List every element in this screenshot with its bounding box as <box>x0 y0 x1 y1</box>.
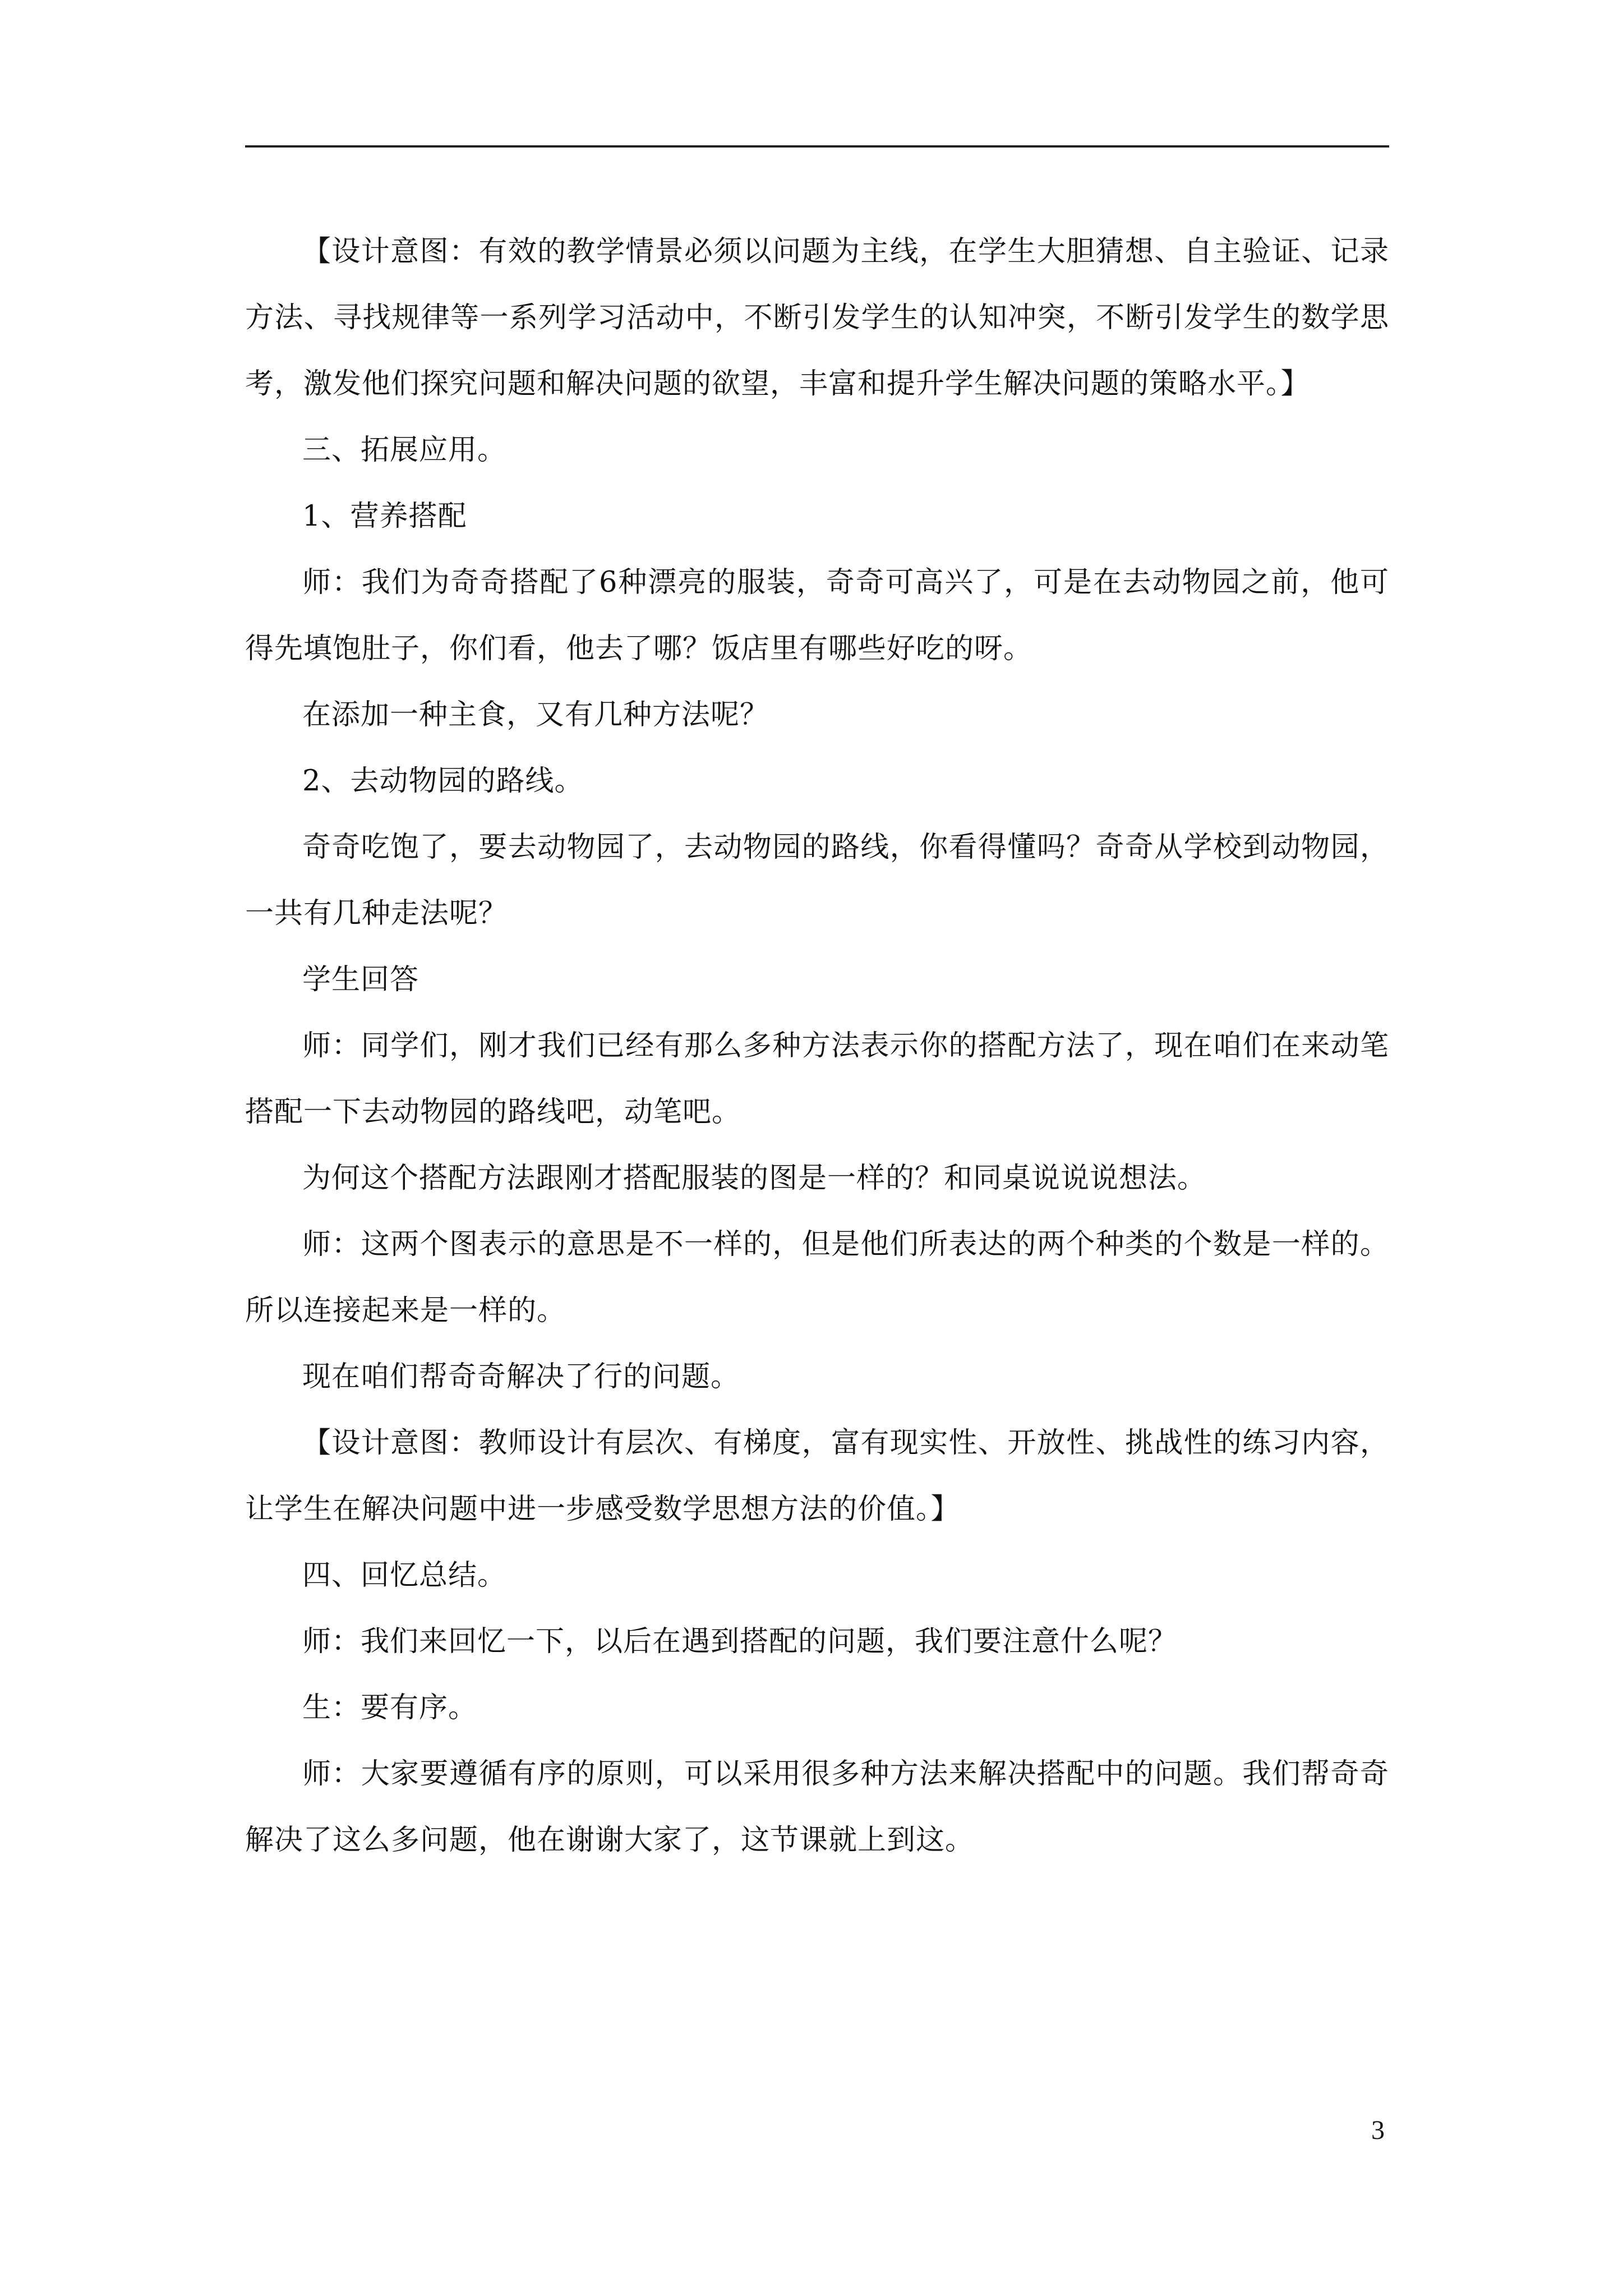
paragraph-student-order: 生：要有序。 <box>302 1691 478 1724</box>
header-rule <box>245 145 1389 148</box>
paragraph-teacher-review: 师：我们来回忆一下，以后在遇到搭配的问题，我们要注意什么呢？ <box>302 1625 1178 1658</box>
design-intent-paragraph-2: 【设计意图：教师设计有层次、有梯度，富有现实性、开放性、挑战性的练习内容，让学生在解决问题中进一步感受数学思想方法的价值。】 <box>245 1427 1389 1526</box>
paragraph-zoo-route: 奇奇吃饱了，要去动物园了，去动物园的路线，你看得懂吗？奇奇从学校到动物园，一共有几种走法呢？ <box>245 831 1389 930</box>
page-number: 3 <box>1371 2115 1385 2145</box>
section-heading-review: 四、回忆总结。 <box>302 1559 507 1592</box>
paragraph-teacher-route: 师：同学们，刚才我们已经有那么多种方法表示你的搭配方法了，现在咱们在来动笔搭配一下去动物园的路线吧，动笔吧。 <box>245 1029 1389 1129</box>
section-heading-extension: 三、拓展应用。 <box>302 434 507 467</box>
subheading-nutrition: 1、营养搭配 <box>302 500 467 533</box>
paragraph-teacher-clothes: 师：我们为奇奇搭配了6种漂亮的服装，奇奇可高兴了，可是在去动物园之前，他可得先填饱肚子，你们看，他去了哪？饭店里有哪些好吃的呀。 <box>245 566 1389 665</box>
paragraph-student-answer: 学生回答 <box>302 963 419 996</box>
paragraph-teacher-closing: 师：大家要遵循有序的原则，可以采用很多种方法来解决搭配中的问题。我们帮奇奇解决了这么多问题，他在谢谢大家了，这节课就上到这。 <box>245 1757 1389 1857</box>
paragraph-staple-food: 在添加一种主食，又有几种方法呢？ <box>302 698 769 731</box>
paragraph-why-same: 为何这个搭配方法跟刚才搭配服装的图是一样的？和同桌说说说想法。 <box>302 1162 1207 1195</box>
document-body <box>245 219 1389 1874</box>
paragraph-teacher-diagrams: 师：这两个图表示的意思是不一样的，但是他们所表达的两个种类的个数是一样的。所以连接起来是一样的。 <box>245 1228 1389 1327</box>
design-intent-paragraph-1: 【设计意图：有效的教学情景必须以问题为主线，在学生大胆猜想、自主验证、记录方法、寻找规律等一系列学习活动中，不断引发学生的认知冲突，不断引发学生的数学思考，激发他们探究问题和解决问题的欲望，丰富和提升学生解决问题的策略水平。】 <box>245 235 1389 401</box>
paragraph-solved-travel: 现在咱们帮奇奇解决了行的问题。 <box>302 1360 740 1393</box>
subheading-zoo-route: 2、去动物园的路线。 <box>302 765 584 798</box>
